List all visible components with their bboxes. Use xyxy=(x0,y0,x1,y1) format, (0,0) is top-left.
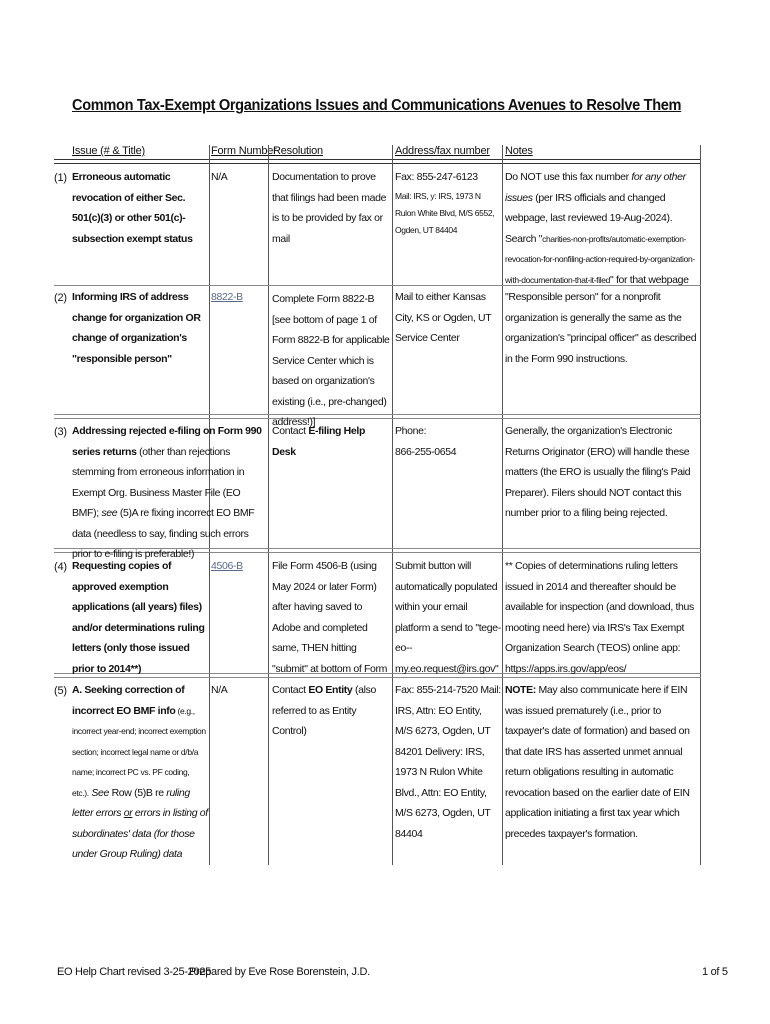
header-issue: Issue (# & Title) xyxy=(72,145,146,157)
footer-revised: EO Help Chart revised 3-25-2025 xyxy=(57,966,211,978)
row5-issue: A. Seeking correction of incorrect EO BMF info (e.g., incorrect year-end; incorrect exemption section; incorrect legal name or d/b/a name; incorrect PC vs. PF coding, etc.). See Row (5)B re ruling letter errors or errors in listing of subordinates' data (for those under Group Ruling) data xyxy=(72,684,208,860)
row2-address: Mail to either Kansas City, KS or Ogden, UT Service Center xyxy=(395,291,492,344)
column-divider xyxy=(392,145,393,865)
row3-notes: Generally, the organization's Electronic Returns Originator (ERO) will handle these matters (the ERO is usually the filing's Paid Preparer). Filers should NOT contact this number prior to a filing being rejected. xyxy=(505,425,691,519)
row4-notes: ** Copies of determinations ruling letters issued in 2014 and thereafter should be available for inspection (and download, thus mooting need here) via IRS's Tax Exempt Organization Search (TEOS) online app: https://apps.irs.gov/app/eos/ xyxy=(505,560,694,675)
row3-address xyxy=(395,421,501,462)
page-number: 1 of 5 xyxy=(702,966,728,978)
header-resolution: Resolution xyxy=(273,145,323,157)
column-divider xyxy=(700,145,701,865)
row5-resolution: Contact EO Entity (also referred to as Entity Control) xyxy=(272,684,376,737)
row4-address: Submit button will automatically populated within your email platform a send to "tege-eo--my.eo.request@irs.gov" xyxy=(395,560,501,675)
row4-form-link[interactable]: 4506-B xyxy=(211,560,243,572)
row3-issue: Addressing rejected e-filing on Form 990 series returns (other than rejections stemming from erroneous information in Exempt Org. Business Master File (EO BMF); see (5)A re fixing incorrect EO BMF data (needless to say, finding such errors prior to e-filing is preferable!) xyxy=(72,425,262,560)
row2-form-link[interactable]: 8822-B xyxy=(211,291,243,303)
row-number: (4) xyxy=(54,561,67,573)
header-rule-double xyxy=(54,163,701,164)
row1-mail: Mail: IRS, y: IRS, 1973 N Rulon White Blvd, M/S 6552, Ogden, UT 84404 xyxy=(395,190,495,235)
row4-issue: Requesting copies of approved exemption applications (all years) files) and/or determinations ruling letters (only those issued prior to 2014**) xyxy=(72,560,205,675)
row1-issue: Erroneous automatic revocation of either Sec. 501(c)(3) or other 501(c)-subsection exempt status xyxy=(72,171,193,245)
header-address: Address/fax number xyxy=(395,145,490,157)
row1-form: N/A xyxy=(211,171,228,183)
row2-notes: "Responsible person" for a nonprofit organization is generally the same as the organization's "principal officer" as described in the Form 990 instructions. xyxy=(505,291,697,365)
document-title: Common Tax-Exempt Organizations Issues and Communications Avenues to Resolve Them xyxy=(72,97,682,114)
row1-address xyxy=(395,167,501,239)
row1-notes: Do NOT use this fax number for any other issues (per IRS officials and changed webpage, last reviewed 19-Aug-2024). Search "charities-non-profits/automatic-exemption-revocation-for-nonfiling-action-required-by-organization-with-documentation-that-it-filed" for that webpage xyxy=(505,171,695,286)
header-form-number: Form Number xyxy=(211,145,277,157)
row5-form: N/A xyxy=(211,684,228,696)
row4-resolution: File Form 4506-B (using May 2024 or later Form) after having saved to Adobe and completed same, THEN hitting "submit" at bottom of Form xyxy=(272,560,388,675)
row5-notes: NOTE: May also communicate here if EIN was issued prematurely (i.e., prior to taxpayer's date of formation) and based on that date IRS has asserted unmet annual return obligations resulting in automatic revocation based on the earlier date of EIN application initiating a first tax year which precedes taxpayer's formation. xyxy=(505,684,690,840)
row-number: (3) xyxy=(54,426,67,438)
row1-fax: Fax: 855-247-6123 xyxy=(395,171,478,183)
row-number: (2) xyxy=(54,292,67,304)
row3-phone-number: 866-255-0654 xyxy=(395,445,457,458)
row-number: (5) xyxy=(54,685,67,697)
row5-address: Fax: 855-214-7520 Mail: IRS, Attn: EO Entity, M/S 6273, Ogden, UT 84201 Delivery: IRS, 1973 N Rulon White Blvd., Attn: EO Entity, M/S 6273, Ogden, UT 84404 xyxy=(395,684,501,840)
header-notes: Notes xyxy=(505,145,533,157)
column-divider xyxy=(268,145,269,865)
row1-resolution: Documentation to prove that filings had been made is to be provided by fax or mail xyxy=(272,171,387,245)
row3-resolution: Contact E-filing Help Desk xyxy=(272,425,366,458)
header-rule xyxy=(54,159,701,160)
row-number: (1) xyxy=(54,172,67,184)
footer-prepared-by: Prepared by Eve Rose Borenstein, J.D. xyxy=(189,966,370,978)
row2-issue: Informing IRS of address change for organization OR change of organization's "responsible person" xyxy=(72,291,201,365)
row3-phone-label: Phone: xyxy=(395,425,427,437)
column-divider xyxy=(502,145,503,865)
row2-resolution: Complete Form 8822-B [see bottom of page 1 of Form 8822-B for applicable Service Center which is based on organization's existing (i.e., pre-changed) address!)] xyxy=(272,293,390,428)
